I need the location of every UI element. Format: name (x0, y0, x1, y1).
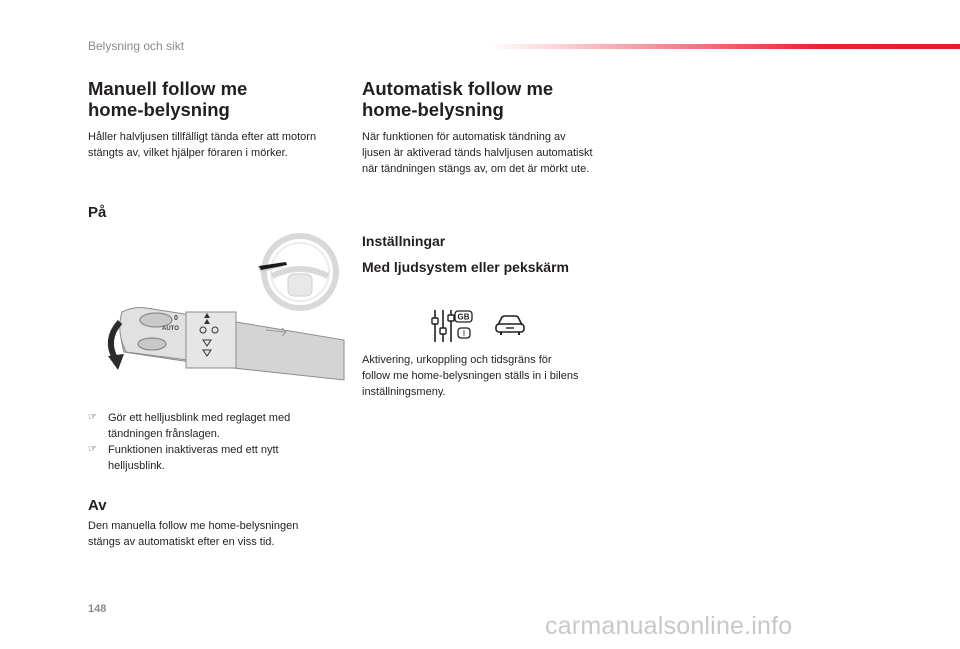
settings-heading: Inställningar (362, 233, 446, 249)
watermark: carmanualsonline.info (545, 612, 793, 640)
icon-badge-bottom: I (462, 329, 466, 338)
hand-pointer-icon: ☞ (88, 412, 97, 423)
section-label: Belysning och sikt (88, 39, 185, 53)
off-text (88, 518, 358, 550)
bullet-2-line1: Funktionen inaktiveras med ett nytt (108, 444, 279, 456)
right-intro (362, 129, 652, 177)
off-line1: Den manuella follow me home-belysningen (88, 520, 299, 532)
sub-heading: Med ljudsystem eller pekskärm (362, 259, 569, 275)
right-title (362, 78, 662, 120)
settings-sliders-icon (430, 308, 474, 344)
right-intro-line3: när tändningen stängs av, om det är mörkt ute. (362, 163, 590, 175)
right-title-line2: home-belysning (362, 99, 504, 120)
list-item (88, 442, 348, 474)
left-intro-line2: stängts av, vilket hjälper föraren i mörker. (88, 147, 288, 159)
left-intro-line1: Håller halvljusen tillfälligt tända efter att motorn (88, 131, 317, 143)
stalk-label-auto: AUTO (162, 326, 179, 332)
list-item (88, 410, 348, 442)
icon-badge-top: GB (457, 312, 470, 322)
stalk-label-zero: 0 (174, 315, 178, 322)
page-number: 148 (88, 603, 107, 615)
bullet-1-line2: tändningen frånslagen. (108, 428, 220, 440)
left-title-line2: home-belysning (88, 99, 230, 120)
on-heading: På (88, 204, 107, 221)
car-icon (494, 314, 526, 336)
right-title-line1: Automatisk follow me (362, 78, 554, 99)
left-title-line1: Manuell follow me (88, 78, 248, 99)
steering-wheel-icon (264, 236, 336, 308)
header-accent-bar (490, 44, 960, 49)
left-intro (88, 129, 358, 161)
left-title (88, 78, 358, 120)
off-line2: stängs av automatiskt efter en viss tid. (88, 536, 275, 548)
off-heading: Av (88, 497, 107, 514)
desc-line2: follow me home-belysningen ställs in i bilens (362, 370, 579, 382)
lighting-stalk-illustration (86, 232, 348, 382)
desc-line3: inställningsmeny. (362, 386, 446, 398)
on-instructions-list (88, 410, 348, 474)
desc-line1: Aktivering, urkoppling och tidsgräns för (362, 354, 552, 366)
bullet-1-line1: Gör ett helljusblink med reglaget med (108, 412, 291, 424)
right-intro-line2: ljusen är aktiverad tänds halvljusen automatiskt (362, 147, 593, 159)
right-intro-line1: När funktionen för automatisk tändning av (362, 131, 566, 143)
stalk-body (120, 308, 344, 381)
bullet-2-line2: helljusblink. (108, 460, 165, 472)
settings-description (362, 352, 652, 400)
hand-pointer-icon: ☞ (88, 444, 97, 455)
